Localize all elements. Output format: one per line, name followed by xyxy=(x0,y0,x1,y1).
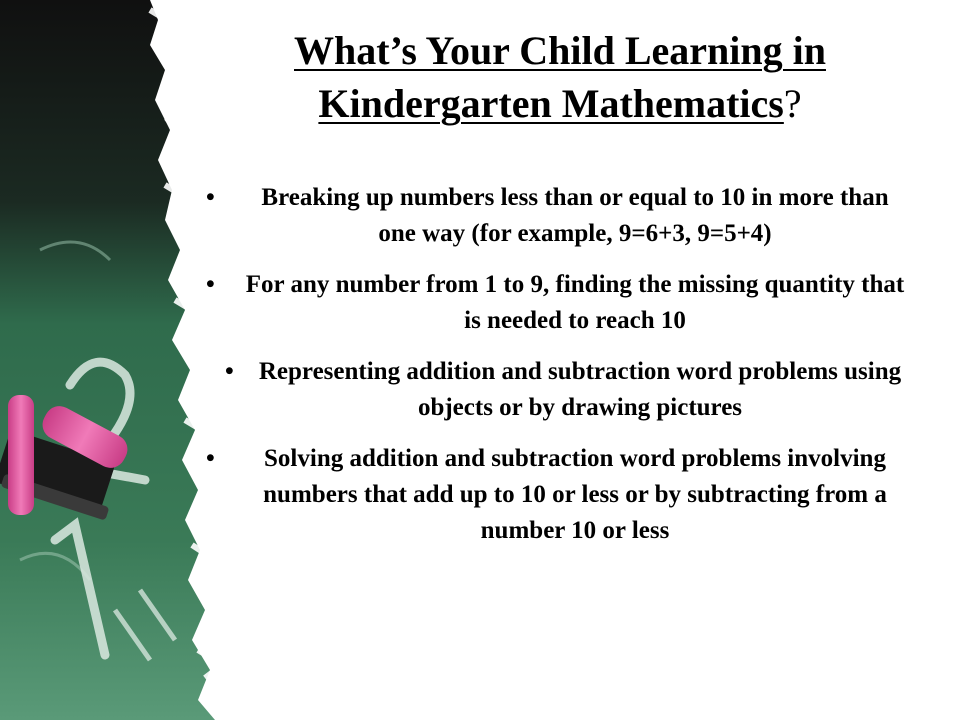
bullet-list xyxy=(200,180,920,564)
bullet-dot: • xyxy=(206,445,215,472)
title-line-1: What’s Your Child Learning in xyxy=(294,28,826,73)
bullet-item xyxy=(200,180,920,252)
title-question-mark: ? xyxy=(783,81,802,126)
bullet-dot: • xyxy=(206,184,215,211)
bullet-text: Solving addition and subtraction word problems involving numbers that add up to 10 or less or by subtracting from a number 10 or less xyxy=(263,445,887,544)
bullet-text: Representing addition and subtraction word problems using objects or by drawing pictures xyxy=(258,358,902,421)
bullet-item xyxy=(200,354,920,426)
bullet-dot: • xyxy=(225,358,234,385)
title-line-2: Kindergarten Mathematics xyxy=(318,81,784,126)
bullet-dot: • xyxy=(206,271,215,298)
slide-title xyxy=(215,24,905,130)
bullet-item xyxy=(200,441,920,549)
bullet-item xyxy=(200,267,920,339)
bullet-text: For any number from 1 to 9, finding the missing quantity that is needed to reach 10 xyxy=(245,271,905,334)
bullet-text: Breaking up numbers less than or equal to 10 in more than one way (for example, 9=6+3, 9=5+4) xyxy=(261,184,889,247)
